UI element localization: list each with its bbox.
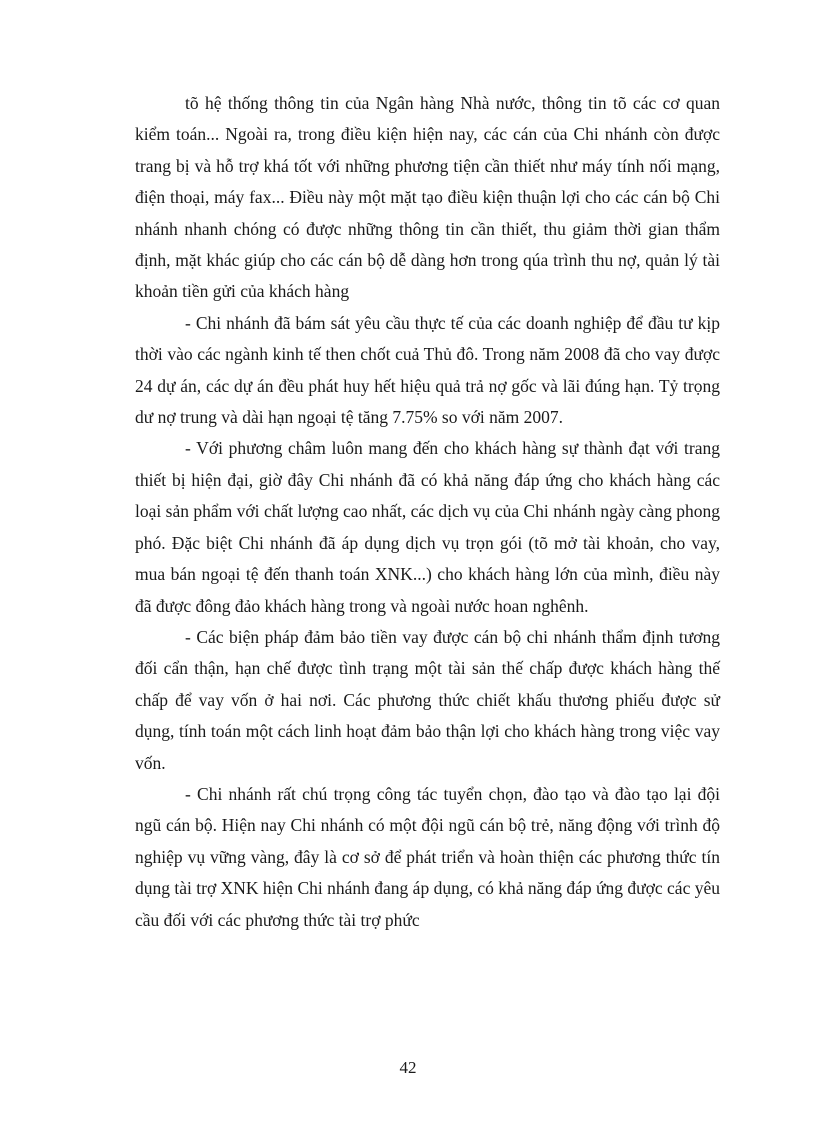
paragraph-5: - Chi nhánh rất chú trọng công tác tuyển chọn, đào tạo và đào tạo lại đội ngũ cán bộ. Hiện nay Chi nhánh có một đội ngũ cán bộ trẻ, năng động với trình độ nghiệp vụ vững vàng, đây là cơ sở để phát triển và hoàn thiện các phương thức tín dụng tài trợ XNK hiện Chi nhánh đang áp dụng, có khả năng đáp ứng được các yêu cầu đối với các phương thức tài trợ phức — [135, 783, 720, 930]
page-number: 42 — [399, 1058, 417, 1077]
paragraph-1: tõ hệ thống thông tin của Ngân hàng Nhà nước, thông tin tõ các cơ quan kiểm toán... Ngoài ra, trong điều kiện hiện nay, các cán của Chi nhánh còn được trang bị và hỗ trợ khá tốt với những phương tiện cần thiết như máy tính nối mạng, điện thoại, máy fax... Điều này một mặt tạo điều kiện thuận lợi cho các cán bộ Chi nhánh nhanh chóng có được những thông tin cần thiết, thu giảm thời gian thẩm định, mặt khác giúp cho các cán bộ dễ dàng hơn trong qúa trình thu nợ, quản lý tài khoản tiền gửi của khách hàng — [135, 93, 720, 302]
paragraph-3: - Với phương châm luôn mang đến cho khách hàng sự thành đạt với trang thiết bị hiện đại, giờ đây Chi nhánh đã có khả năng đáp ứng cho khách hàng các loại sản phẩm với chất lượng cao nhất, các dịch vụ của Chi nhánh ngày càng phong phó. Đặc biệt Chi nhánh đã áp dụng dịch vụ trọn gói (tõ mở tài khoản, cho vay, mua bán ngoại tệ đến thanh toán XNK...) cho khách hàng lớn của mình, điều này đã được đông đảo khách hàng trong và ngoài nước hoan nghênh. — [135, 438, 720, 616]
paragraph-2: - Chi nhánh đã bám sát yêu cầu thực tế của các doanh nghiệp để đầu tư kịp thời vào các ngành kinh tế then chốt cuả Thủ đô. Trong năm 2008 đã cho vay được 24 dự án, các dự án đều phát huy hết hiệu quả trả nợ gốc và lãi đúng hạn. Tỷ trọng dư nợ trung và dài hạn ngoại tệ tăng 7.75% so với năm 2007. — [135, 312, 720, 428]
paragraph-4: - Các biện pháp đảm bảo tiền vay được cán bộ chi nhánh thẩm định tương đối cẩn thận, hạn chế được tình trạng một tài sản thế chấp được khách hàng thế chấp để vay vốn ở hai nơi. Các phương thức chiết khấu thương phiếu được sử dụng, tính toán một cách linh hoạt đảm bảo thận lợi cho khách hàng trong việc vay vốn. — [135, 626, 720, 773]
body-text — [135, 88, 720, 936]
